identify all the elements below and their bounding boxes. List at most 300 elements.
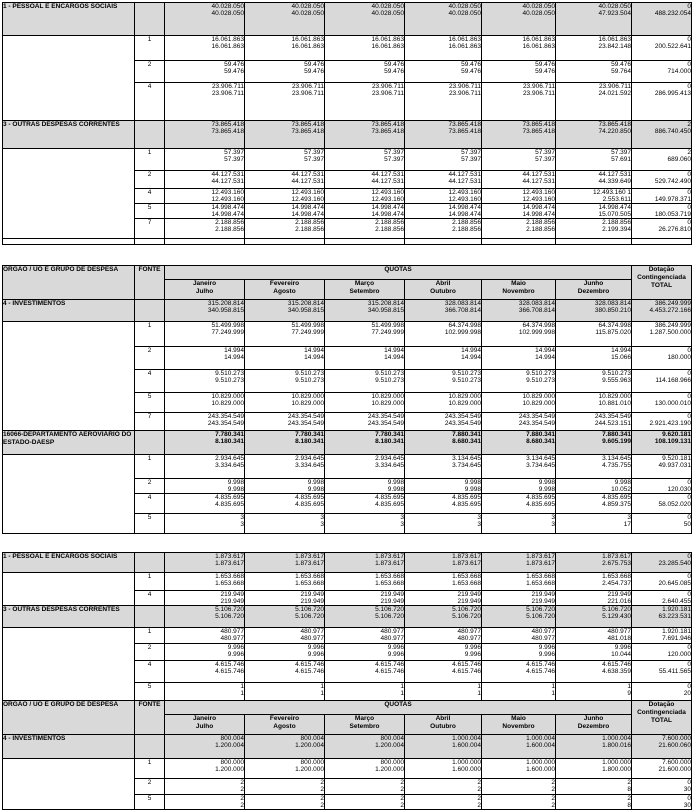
- quota-cell: [556, 573, 632, 591]
- quota-cell: [405, 61, 482, 83]
- dotacao-cell: [632, 149, 692, 171]
- month-first-semester: Maio: [511, 715, 526, 722]
- value-second-semester: 1.873.617: [295, 560, 324, 567]
- value-second-semester: 77.249.999: [291, 329, 324, 336]
- quota-cell: [556, 591, 632, 606]
- value-first-semester: 7.880.341: [602, 431, 632, 438]
- quota-cell: [165, 121, 245, 149]
- value-second-semester: 9.998: [464, 486, 481, 493]
- value-second-semester: 1.600.004: [452, 742, 481, 749]
- quota-cell: [165, 479, 245, 494]
- quota-cell: [165, 204, 245, 219]
- value-first-semester: 0: [687, 171, 691, 178]
- value-second-semester: 14.994: [461, 354, 481, 361]
- month-first-semester: Fevereiro: [269, 280, 300, 287]
- value-second-semester: 4.835.695: [452, 501, 481, 508]
- header-orgao-label: ÓRGÃO / UO E GRUPO DE DESPESA: [3, 701, 135, 735]
- value-second-semester: 1.200.004: [215, 742, 244, 749]
- quota-cell: [165, 393, 245, 413]
- value-second-semester: 4.835.695: [526, 501, 555, 508]
- value-second-semester: 14.994: [384, 354, 404, 361]
- value-second-semester: 130.000.010: [654, 400, 692, 407]
- table-body: [3, 553, 692, 810]
- value-first-semester: 4.615.746: [602, 661, 631, 668]
- group-label-span: [3, 759, 135, 810]
- value-second-semester: 30: [683, 802, 691, 809]
- quota-cell: [325, 149, 405, 171]
- value-first-semester: 328.083.814: [518, 300, 555, 307]
- quota-cell: [405, 171, 482, 189]
- value-second-semester: 2.640.455: [662, 598, 691, 605]
- value-first-semester: 7.780.341: [215, 431, 244, 438]
- value-second-semester: 1.600.000: [526, 766, 555, 773]
- value-second-semester: 9.998: [227, 486, 244, 493]
- header-dotacao-label: [632, 266, 692, 300]
- value-first-semester: 243.354.549: [594, 413, 632, 420]
- value-second-semester: 10.829.000: [448, 400, 481, 407]
- value-second-semester: 8: [627, 802, 631, 809]
- value-second-semester: 2: [477, 802, 481, 809]
- pagebreak-stub-cell: [245, 239, 325, 245]
- header-dotacao-line: Contingenciada: [637, 709, 686, 716]
- value-first-semester: 9.510.273: [452, 370, 481, 377]
- quota-cell: [482, 219, 556, 239]
- value-second-semester: 4.615.746: [375, 668, 404, 675]
- value-first-semester: 44.127.531: [448, 171, 481, 178]
- quota-cell: [405, 494, 482, 514]
- month-first-semester: Janeiro: [192, 715, 217, 722]
- value-first-semester: 3.134.645: [526, 455, 555, 462]
- value-second-semester: 12.493.160: [522, 196, 555, 203]
- value-first-semester: 23.906.711: [448, 83, 481, 90]
- quota-cell: [245, 573, 325, 591]
- value-second-semester: 10.829.000: [371, 400, 404, 407]
- value-second-semester: 180.053.719: [654, 211, 691, 218]
- value-first-semester: 40.028.050: [371, 3, 404, 10]
- value-first-semester: 73.865.418: [371, 121, 404, 128]
- value-second-semester: 12.493.160: [448, 196, 481, 203]
- quota-cell: [482, 591, 556, 606]
- value-second-semester: 221.016: [607, 598, 631, 605]
- quota-cell: [245, 553, 325, 573]
- value-first-semester: 57.397: [304, 149, 324, 156]
- quota-cell: [482, 606, 556, 628]
- value-second-semester: 23.285.540: [658, 560, 691, 567]
- fonte-cell: 4: [135, 83, 165, 121]
- value-first-semester: 800.004: [220, 735, 244, 742]
- value-second-semester: 3.334.645: [295, 462, 324, 469]
- quota-cell: [556, 431, 632, 455]
- quota-cell: [245, 628, 325, 644]
- quota-cell: [482, 455, 556, 479]
- quota-cell: [165, 514, 245, 534]
- table-body: [3, 3, 692, 245]
- budget-table-1: [2, 2, 692, 245]
- value-first-semester: 800.000: [300, 759, 324, 766]
- value-first-semester: 4.615.746: [215, 661, 244, 668]
- quota-cell: [325, 171, 405, 189]
- group-row: [3, 300, 692, 322]
- header-month-cell: [405, 280, 482, 300]
- value-second-semester: 26.276.810: [658, 226, 691, 233]
- quota-cell: [165, 431, 245, 455]
- quota-cell: [165, 683, 245, 701]
- quota-cell: [556, 370, 632, 393]
- fonte-row: [3, 759, 692, 779]
- quota-cell: [405, 455, 482, 479]
- fonte-cell: 4: [135, 591, 165, 606]
- dotacao-cell: [632, 3, 692, 36]
- value-second-semester: 1.800.016: [602, 742, 631, 749]
- month-second-semester: Julho: [195, 723, 214, 730]
- fonte-cell: 5: [135, 393, 165, 413]
- quota-cell: [245, 300, 325, 322]
- value-second-semester: 243.354.549: [444, 420, 481, 427]
- value-first-semester: 40.028.050: [598, 3, 631, 10]
- quota-cell: [325, 759, 405, 779]
- quota-cell: [325, 204, 405, 219]
- value-second-semester: 40.028.050: [211, 10, 244, 17]
- value-first-semester: 14.998.474: [522, 204, 555, 211]
- value-second-semester: 59.476: [461, 68, 481, 75]
- value-first-semester: 1.000.004: [526, 735, 555, 742]
- quota-cell: [165, 36, 245, 61]
- header-month-cell: [482, 715, 556, 735]
- value-second-semester: 3: [240, 521, 244, 528]
- value-second-semester: 10.044: [611, 651, 631, 658]
- quota-cell: [556, 553, 632, 573]
- quota-cell: [165, 61, 245, 83]
- group-fonte-cell: [135, 300, 165, 322]
- dotacao-cell: [632, 413, 692, 431]
- value-second-semester: 2: [477, 786, 481, 793]
- dotacao-cell: [632, 661, 692, 683]
- value-second-semester: 380.850.210: [594, 307, 632, 314]
- quota-cell: [325, 735, 405, 759]
- quota-cell: [482, 779, 556, 795]
- quota-cell: [165, 455, 245, 479]
- group-label-span: [3, 455, 135, 534]
- quota-cell: [165, 300, 245, 322]
- value-first-semester: 386.249.999: [654, 322, 692, 329]
- value-first-semester: 0: [687, 661, 691, 668]
- quota-cell: [405, 83, 482, 121]
- quota-cell: [165, 149, 245, 171]
- quota-cell: [482, 514, 556, 534]
- value-first-semester: 12.493.160: [448, 189, 481, 196]
- value-first-semester: 0: [687, 479, 692, 486]
- quota-cell: [556, 121, 632, 149]
- value-first-semester: 2.188.856: [602, 219, 631, 226]
- dotacao-cell: [632, 393, 692, 413]
- quota-cell: [325, 661, 405, 683]
- quota-cell: [325, 591, 405, 606]
- header-orgao-label: ÓRGÃO / UO E GRUPO DE DESPESA: [3, 266, 135, 300]
- value-second-semester: 23.842.148: [598, 43, 631, 50]
- quota-cell: [405, 759, 482, 779]
- value-second-semester: 886.740.450: [654, 128, 691, 135]
- value-first-semester: 0: [687, 204, 691, 211]
- value-first-semester: 480.977: [607, 628, 631, 635]
- value-first-semester: 9.620.181: [662, 431, 692, 438]
- value-second-semester: 57.397: [304, 156, 324, 163]
- quota-cell: [482, 36, 556, 61]
- quota-cell: [165, 795, 245, 810]
- quota-cell: [245, 759, 325, 779]
- value-first-semester: 5.106.720: [452, 606, 481, 613]
- dotacao-cell: [632, 683, 692, 701]
- value-second-semester: 40.028.050: [522, 10, 555, 17]
- value-second-semester: 49.937.031: [658, 462, 692, 469]
- fonte-cell: 1: [135, 36, 165, 61]
- value-first-semester: 243.354.549: [518, 413, 555, 420]
- value-second-semester: 59.476: [224, 68, 244, 75]
- value-first-semester: 57.397: [611, 149, 631, 156]
- value-second-semester: 340.958.815: [287, 307, 324, 314]
- fonte-cell: 4: [135, 189, 165, 204]
- value-second-semester: 14.998.474: [448, 211, 481, 218]
- value-first-semester: 0: [687, 514, 692, 521]
- value-second-semester: 8.180.341: [295, 438, 324, 445]
- value-second-semester: 44.339.649: [598, 178, 631, 185]
- header-dotacao-line: Contingenciada: [637, 274, 686, 281]
- value-first-semester: 2: [400, 779, 404, 786]
- month-second-semester: Agosto: [273, 288, 296, 295]
- value-first-semester: 10.829.000: [291, 393, 324, 400]
- value-first-semester: 40.028.050: [291, 3, 324, 10]
- pagebreak-stub-cell: [325, 239, 405, 245]
- quota-cell: [405, 322, 482, 347]
- pagebreak-stub-cell: [482, 239, 556, 245]
- quota-cell: [556, 393, 632, 413]
- month-first-semester: Abril: [435, 280, 451, 287]
- value-first-semester: 57.397: [535, 149, 555, 156]
- month-first-semester: Maio: [511, 280, 526, 287]
- quota-cell: [482, 644, 556, 661]
- fonte-row: [3, 573, 692, 591]
- value-first-semester: 23.906.711: [371, 83, 404, 90]
- quota-cell: [405, 204, 482, 219]
- value-first-semester: 59.476: [461, 61, 481, 68]
- value-first-semester: 4.835.695: [215, 494, 244, 501]
- value-first-semester: 23.906.711: [291, 83, 324, 90]
- fonte-cell: 7: [135, 219, 165, 239]
- quota-cell: [482, 322, 556, 347]
- value-first-semester: 14.994: [461, 347, 481, 354]
- value-first-semester: 9.998: [387, 479, 404, 486]
- value-second-semester: 1.653.668: [526, 580, 555, 587]
- fonte-cell: 4: [135, 494, 165, 514]
- value-first-semester: 1.873.617: [295, 553, 324, 560]
- value-first-semester: 44.127.531: [522, 171, 555, 178]
- group-row: [3, 431, 692, 455]
- value-second-semester: 1.653.668: [452, 580, 481, 587]
- value-first-semester: 14.994: [611, 347, 632, 354]
- value-second-semester: 480.977: [380, 635, 404, 642]
- value-first-semester: 2: [687, 121, 691, 128]
- quota-cell: [325, 347, 405, 370]
- quota-cell: [482, 628, 556, 644]
- value-first-semester: 7.600.000: [662, 759, 691, 766]
- value-first-semester: 0: [687, 370, 692, 377]
- header-quotas-label: QUOTAS: [165, 701, 632, 715]
- value-first-semester: 1.873.617: [452, 553, 481, 560]
- value-first-semester: 1.653.668: [215, 573, 244, 580]
- value-second-semester: 16.061.863: [371, 43, 404, 50]
- value-first-semester: 243.354.549: [207, 413, 244, 420]
- group-fonte-cell: [135, 606, 165, 628]
- value-second-semester: 244.523.151: [594, 420, 632, 427]
- value-first-semester: 1: [400, 683, 404, 690]
- header-month-cell: [556, 715, 632, 735]
- value-first-semester: 4.615.746: [295, 661, 324, 668]
- quota-cell: [405, 219, 482, 239]
- value-second-semester: 3: [551, 521, 555, 528]
- quota-cell: [482, 347, 556, 370]
- quota-cell: [165, 413, 245, 431]
- quota-cell: [482, 759, 556, 779]
- value-first-semester: 14.994: [304, 347, 324, 354]
- quota-cell: [325, 494, 405, 514]
- value-first-semester: 2: [400, 795, 404, 802]
- quota-cell: [325, 683, 405, 701]
- value-second-semester: 44.127.531: [211, 178, 244, 185]
- quota-cell: [245, 591, 325, 606]
- value-second-semester: 243.354.549: [518, 420, 555, 427]
- quota-cell: [245, 683, 325, 701]
- value-first-semester: 2: [240, 779, 244, 786]
- value-second-semester: 8: [627, 786, 631, 793]
- value-second-semester: 2: [400, 802, 404, 809]
- value-second-semester: 1.200.000: [215, 766, 244, 773]
- value-first-semester: 1.000.004: [452, 735, 481, 742]
- value-first-semester: 2: [551, 795, 555, 802]
- dotacao-cell: [632, 606, 692, 628]
- group-fonte-cell: [135, 121, 165, 149]
- value-first-semester: 1.873.617: [375, 553, 404, 560]
- value-first-semester: 0: [687, 644, 691, 651]
- value-first-semester: 40.028.050: [211, 3, 244, 10]
- value-first-semester: 44.127.531: [598, 171, 631, 178]
- value-second-semester: 1.873.617: [215, 560, 244, 567]
- group-row: [3, 735, 692, 759]
- value-first-semester: 4.615.746: [526, 661, 555, 668]
- quota-cell: [405, 413, 482, 431]
- value-second-semester: 4.615.746: [215, 668, 244, 675]
- value-second-semester: 23.906.711: [448, 90, 481, 97]
- value-second-semester: 2: [400, 786, 404, 793]
- value-first-semester: 16.061.863: [211, 36, 244, 43]
- pagebreak-stub-cell: [135, 239, 165, 245]
- quota-cell: [245, 347, 325, 370]
- value-first-semester: 1.653.668: [452, 573, 481, 580]
- value-second-semester: 3: [400, 521, 404, 528]
- value-second-semester: 2.188.856: [375, 226, 404, 233]
- header-dotacao-line: Dotação: [648, 701, 675, 708]
- value-second-semester: 4.615.746: [295, 668, 324, 675]
- value-second-semester: 488.232.054: [654, 10, 691, 17]
- dotacao-cell: [632, 644, 692, 661]
- value-second-semester: 529.742.490: [654, 178, 691, 185]
- value-second-semester: 9.510.273: [215, 377, 244, 384]
- group-row: [3, 121, 692, 149]
- value-first-semester: 44.127.531: [371, 171, 404, 178]
- value-second-semester: 1.200.000: [295, 766, 324, 773]
- value-second-semester: 219.949: [531, 598, 555, 605]
- value-second-semester: 44.127.531: [371, 178, 404, 185]
- group-fonte-cell: [135, 553, 165, 573]
- quota-cell: [556, 479, 632, 494]
- quota-cell: [165, 553, 245, 573]
- group-label: 3 - OUTRAS DESPESAS CORRENTES: [3, 121, 135, 149]
- value-first-semester: 219.949: [300, 591, 324, 598]
- value-first-semester: 7.880.341: [526, 431, 555, 438]
- quota-cell: [325, 83, 405, 121]
- header-month-cell: [165, 280, 245, 300]
- value-first-semester: 219.949: [380, 591, 404, 598]
- fonte-row: [3, 628, 692, 644]
- value-first-semester: 1: [627, 683, 631, 690]
- value-second-semester: 3.334.645: [215, 462, 244, 469]
- value-second-semester: 2: [320, 786, 324, 793]
- value-first-semester: 9.998: [464, 479, 481, 486]
- quota-cell: [245, 204, 325, 219]
- value-second-semester: 14.994: [535, 354, 555, 361]
- group-label: 1 - PESSOAL E ENCARGOS SOCIAIS: [3, 553, 135, 573]
- value-first-semester: 5.106.720: [295, 606, 324, 613]
- header-dotacao-line: TOTAL: [650, 282, 673, 289]
- quota-cell: [556, 413, 632, 431]
- value-second-semester: 219.949: [300, 598, 324, 605]
- quota-cell: [405, 795, 482, 810]
- value-second-semester: 59.764: [611, 68, 631, 75]
- value-first-semester: 480.977: [380, 628, 404, 635]
- quota-cell: [245, 36, 325, 61]
- value-first-semester: 2.188.856: [526, 219, 555, 226]
- group-label: 16066-DEPARTAMENTO AEROVIÁRIO DO ESTADO-DAESP: [3, 431, 135, 455]
- value-second-semester: 59.476: [535, 68, 555, 75]
- value-second-semester: 40.028.050: [371, 10, 404, 17]
- group-fonte-cell: [135, 735, 165, 759]
- value-first-semester: 59.476: [535, 61, 555, 68]
- fonte-cell: 1: [135, 455, 165, 479]
- quota-cell: [165, 661, 245, 683]
- value-first-semester: 9.510.273: [602, 370, 632, 377]
- quota-cell: [482, 573, 556, 591]
- quota-cell: [325, 61, 405, 83]
- value-first-semester: 9.998: [614, 479, 632, 486]
- dotacao-cell: [632, 455, 692, 479]
- group-label-span: [3, 36, 135, 121]
- group-row: [3, 3, 692, 36]
- value-first-semester: 2: [240, 795, 244, 802]
- value-first-semester: 1: [320, 683, 324, 690]
- quota-cell: [245, 455, 325, 479]
- month-second-semester: Dezembro: [577, 288, 610, 295]
- value-first-semester: 23.906.711: [211, 83, 244, 90]
- value-first-semester: 2: [320, 795, 324, 802]
- quota-cell: [556, 455, 632, 479]
- quota-cell: [325, 779, 405, 795]
- value-first-semester: 40.028.050: [522, 3, 555, 10]
- quota-cell: [556, 322, 632, 347]
- group-label: 4 - INVESTIMENTOS: [3, 300, 135, 322]
- value-second-semester: 9.605.199: [602, 438, 632, 445]
- value-first-semester: 0: [687, 83, 691, 90]
- value-first-semester: 7.780.341: [375, 431, 404, 438]
- value-first-semester: 386.249.999: [654, 300, 692, 307]
- value-second-semester: 24.021.592: [598, 90, 631, 97]
